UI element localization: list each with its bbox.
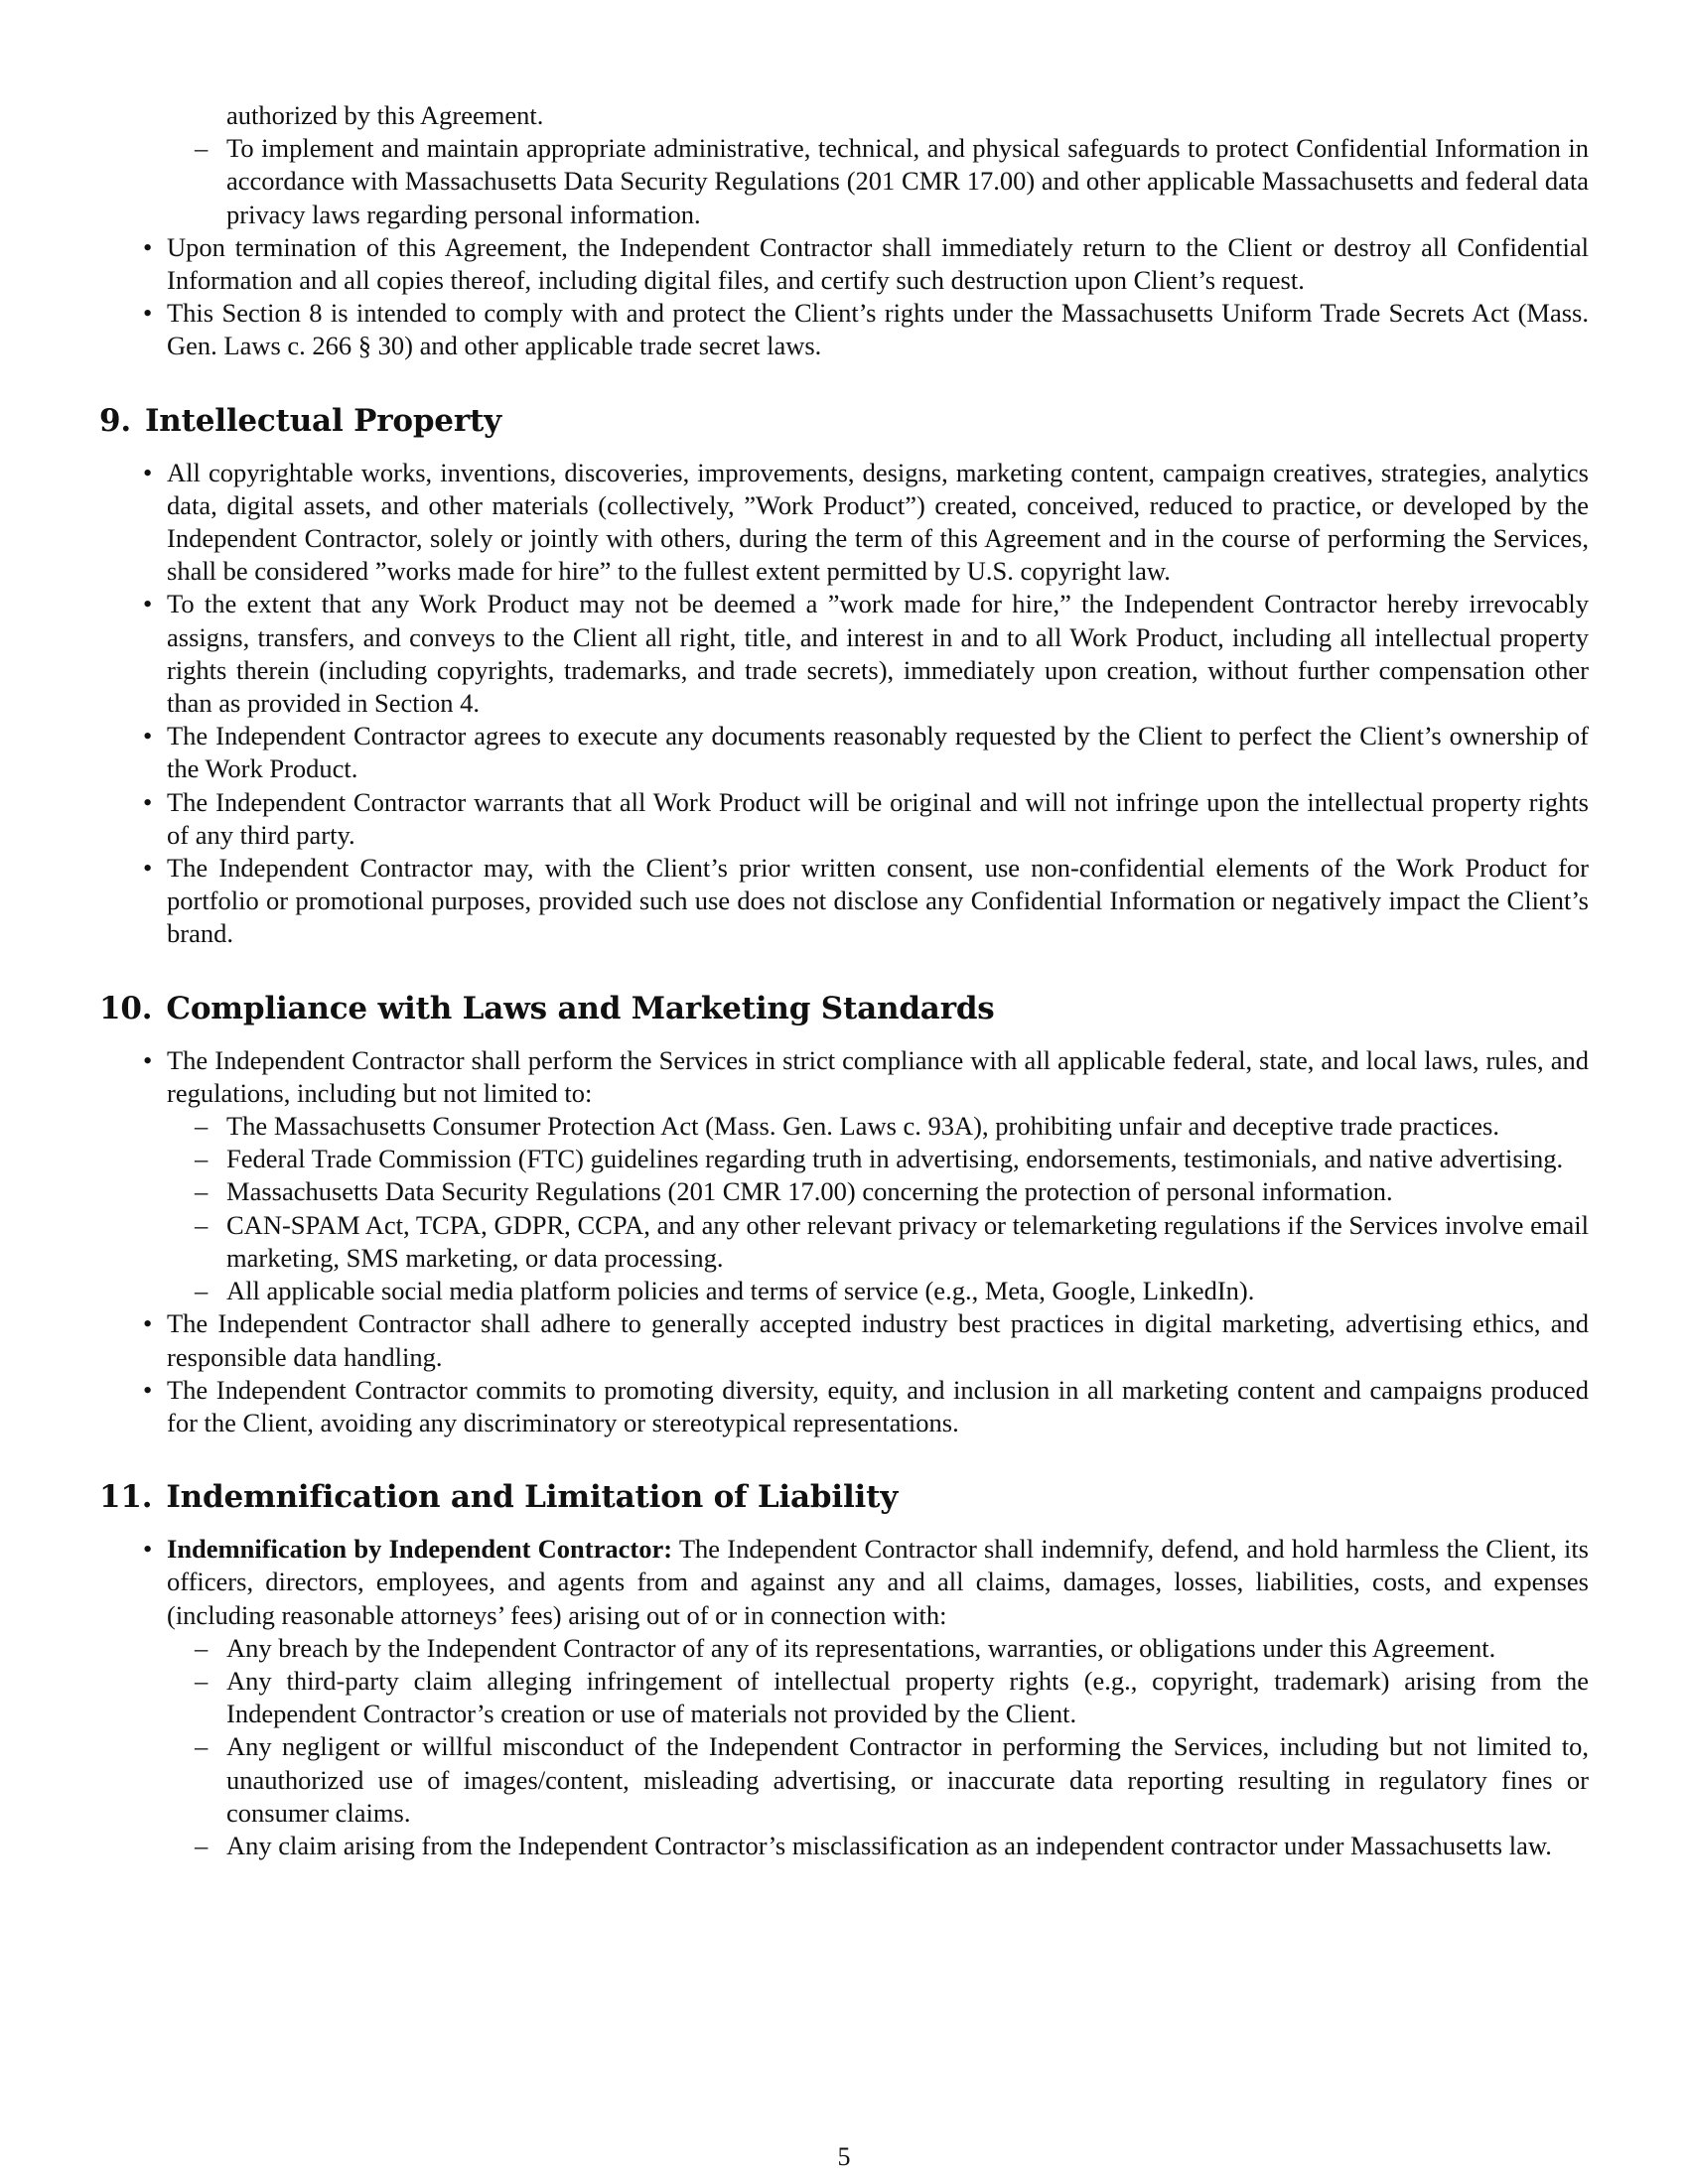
section-number: 10. <box>99 990 153 1026</box>
list-item: • This Section 8 is intended to comply with and protect the Client’s rights under the Massachusetts Uniform Trade Secrets Act (Mass. Gen. Laws c. 266 § 30) and other applicable trade secret laws. <box>167 297 1589 362</box>
list-item: – Federal Trade Commission (FTC) guidelines regarding truth in advertising, endorsements, testimonials, and native advertising. <box>226 1143 1589 1175</box>
section-title: Compliance with Laws and Marketing Standards <box>166 990 995 1026</box>
section-number: 11. <box>99 1479 153 1516</box>
section-heading-9 <box>99 401 1589 441</box>
section-11-list <box>99 1533 1589 1862</box>
list-item: • The Independent Contractor commits to promoting diversity, equity, and inclusion in all marketing content and campaigns produced for the Client, avoiding any discriminatory or stereotypical representations. <box>167 1374 1589 1439</box>
list-item-text: The Independent Contractor shall indemnify, defend, and hold harmless the Client, its officers, directors, employees, and agents from and against any and all claims, damages, losses, liabilities, costs, and expenses (including reasonable attorneys’ fees) arising out of or in connection with: <box>167 1534 1589 1630</box>
list-item: • The Independent Contractor may, with the Client’s prior written consent, use non-confidential elements of the Work Product for portfolio or promotional purposes, provided such use does not disclose any Confidential Information or negatively impact the Client’s brand. <box>167 852 1589 951</box>
list-item: • The Independent Contractor shall adhere to generally accepted industry best practices in digital marketing, advertising ethics, and responsible data handling. <box>167 1307 1589 1373</box>
list-item <box>167 1533 1589 1862</box>
section-title: Intellectual Property <box>144 402 501 439</box>
page-number: 5 <box>837 2142 851 2171</box>
list-item: – All applicable social media platform policies and terms of service (e.g., Meta, Google, LinkedIn). <box>226 1275 1589 1307</box>
list-item: • To the extent that any Work Product may not be deemed a ”work made for hire,” the Independent Contractor hereby irrevocably assigns, transfers, and conveys to the Client all right, title, and interest in and to all Work Product, including all intellectual property rights therein (including copyrights, trademarks, and trade secrets), immediately upon creation, without further compensation other than as provided in Section 4. <box>167 588 1589 720</box>
list-item: – Any third-party claim alleging infringement of intellectual property rights (e.g., copyright, trademark) arising from the Independent Contractor’s creation or use of materials not provided by the Client. <box>226 1665 1589 1730</box>
section-heading-10 <box>99 989 1589 1028</box>
list-item: • All copyrightable works, inventions, discoveries, improvements, designs, marketing content, campaign creatives, strategies, analytics data, digital assets, and other materials (collectively, ”Work Product”) created, conceived, reduced to practice, or developed by the Independent Contractor, solely or jointly with others, during the term of this Agreement and in the course of performing the Services, shall be considered ”works made for hire” to the fullest extent permitted by U.S. copyright law. <box>167 457 1589 589</box>
list-item: – Any negligent or willful misconduct of the Independent Contractor in performing the Services, including but not limited to, unauthorized use of images/content, misleading advertising, or inaccurate data reporting resulting in regulatory fines or consumer claims. <box>226 1730 1589 1830</box>
section-11-sublist <box>167 1632 1589 1862</box>
list-item: – CAN-SPAM Act, TCPA, GDPR, CCPA, and any other relevant privacy or telemarketing regulations if the Services involve email marketing, SMS marketing, or data processing. <box>226 1209 1589 1275</box>
section-number: 9. <box>99 402 131 439</box>
list-item-text: The Independent Contractor shall perform the Services in strict compliance with all applicable federal, state, and local laws, rules, and regulations, including but not limited to: <box>167 1044 1589 1108</box>
continued-text: authorized by this Agreement. <box>226 100 544 130</box>
list-item <box>167 1044 1589 1308</box>
list-item: – Massachusetts Data Security Regulations (201 CMR 17.00) concerning the protection of personal information. <box>226 1175 1589 1208</box>
section-heading-11 <box>99 1477 1589 1517</box>
list-item: – Any breach by the Independent Contractor of any of its representations, warranties, or obligations under this Agreement. <box>226 1632 1589 1665</box>
section-title: Indemnification and Limitation of Liability <box>166 1479 899 1516</box>
list-item: • The Independent Contractor agrees to execute any documents reasonably requested by the Client to perfect the Client’s ownership of the Work Product. <box>167 720 1589 785</box>
section-9-list <box>99 457 1589 951</box>
list-item: – Any claim arising from the Independent Contractor’s misclassification as an independent contractor under Massachusetts law. <box>226 1830 1589 1862</box>
carryover-bullets <box>99 231 1589 363</box>
carryover-sublist <box>99 132 1589 231</box>
section-10-sublist <box>167 1110 1589 1307</box>
list-item: • Upon termination of this Agreement, the Independent Contractor shall immediately return to the Client or destroy all Confidential Information and all copies thereof, including digital files, and certify such destruction upon Client’s request. <box>167 231 1589 297</box>
page-body <box>99 99 1589 1862</box>
section-10-list <box>99 1044 1589 1439</box>
list-item: – To implement and maintain appropriate administrative, technical, and physical safeguards to protect Confidential Information in accordance with Massachusetts Data Security Regulations (201 CMR 17.00) and other applicable Massachusetts and federal data privacy laws regarding personal information. <box>226 132 1589 231</box>
list-item: • The Independent Contractor warrants that all Work Product will be original and will not infringe upon the intellectual property rights of any third party. <box>167 786 1589 852</box>
list-item: – The Massachusetts Consumer Protection Act (Mass. Gen. Laws c. 93A), prohibiting unfair and deceptive trade practices. <box>226 1110 1589 1143</box>
item-lead: Indemnification by Independent Contractor: <box>167 1534 673 1565</box>
